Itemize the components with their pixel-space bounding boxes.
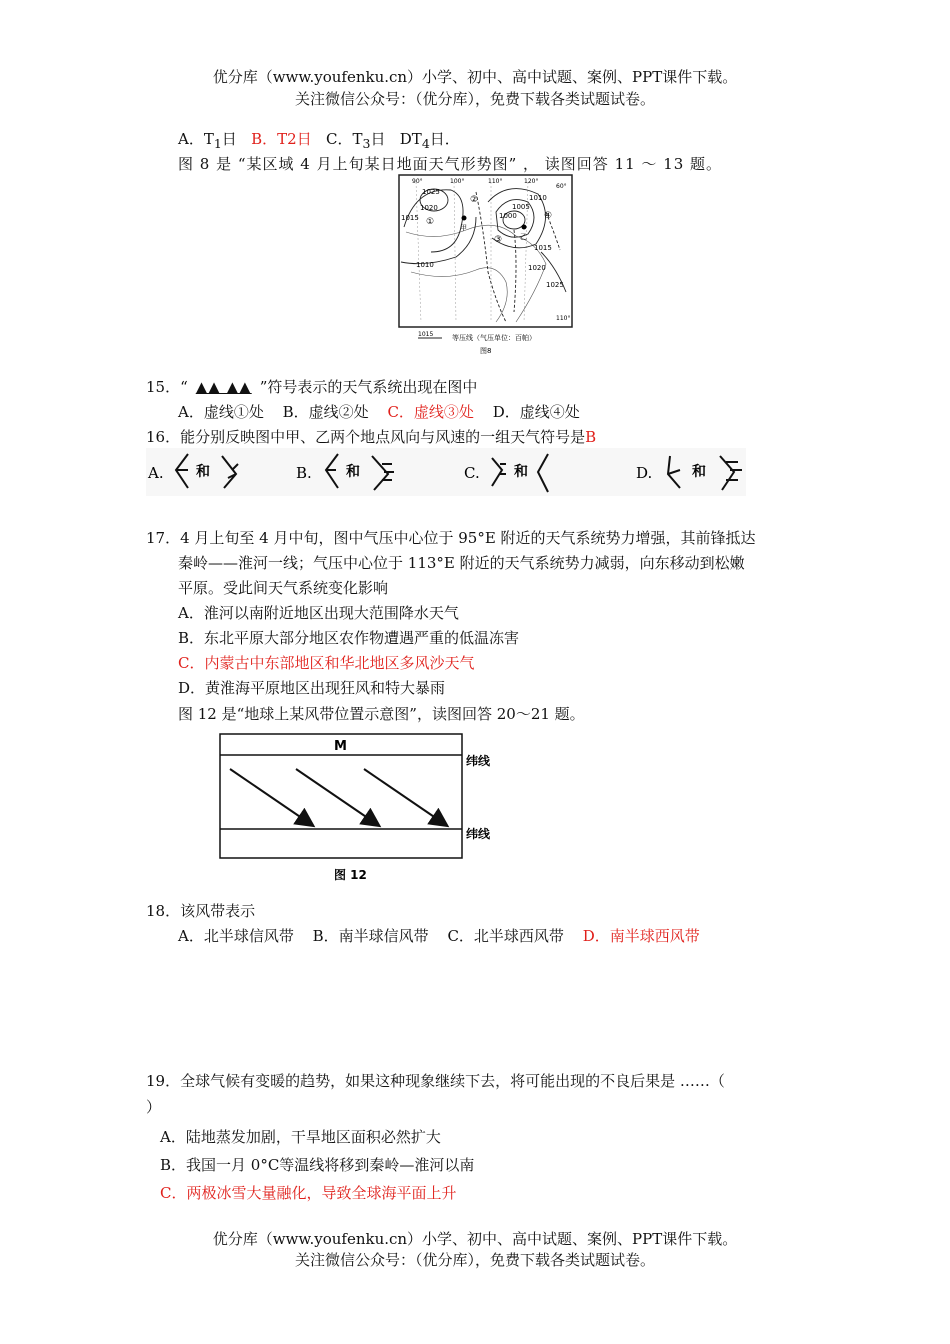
q15-option-b: B．虚线②处 bbox=[282, 403, 369, 421]
choice-c-join: 和 bbox=[514, 464, 528, 480]
fig8-intro: 图 8 是 “某区域 4 月上旬某日地面天气形势图” ， 读图回答 11 ～ 13 题。 bbox=[178, 155, 723, 173]
isobar-label: 1020 bbox=[420, 204, 438, 212]
lon-label: 90° bbox=[412, 178, 423, 185]
q17-stem-1: 17．4 月上旬至 4 月中旬，图中气压中心位于 95°E 附近的天气系统势力增强，其前锋抵达 bbox=[146, 529, 756, 547]
label-m: M bbox=[334, 739, 347, 754]
q19-stem: 19．全球气候有变暖的趋势，如果这种现象继续下去，将可能出现的不良后果是 ……（ bbox=[146, 1072, 725, 1090]
choice-d-join: 和 bbox=[692, 464, 706, 480]
fig12-intro: 图 12 是“地球上某风带位置示意图”，读图回答 20～21 题。 bbox=[178, 705, 585, 723]
q19-option-c: C．两极冰雪大量融化，导致全球海平面上升 bbox=[160, 1184, 457, 1202]
header-line-2: 关注微信公众号：（优分库），免费下载各类试题试卷。 bbox=[294, 90, 655, 108]
footer-line-1: 优分库（www.youfenku.cn）小学、初中、高中试题、案例、PPT课件下载。 bbox=[212, 1230, 738, 1248]
q16-stem: 16．能分别反映图中甲、乙两个地点风向与风速的一组天气符号是B bbox=[146, 428, 597, 446]
isobar-label: 1025 bbox=[546, 281, 564, 289]
header-line-1: 优分库（www.youfenku.cn）小学、初中、高中试题、案例、PPT课件下载。 bbox=[212, 68, 738, 86]
lon-label: 60° bbox=[556, 183, 567, 190]
q17-option-b: B．东北平原大部分地区农作物遭遇严重的低温冻害 bbox=[178, 629, 520, 647]
isobar-label: 1020 bbox=[528, 264, 546, 272]
q15-stem: 15．“ ▲▲ ▲▲ ”符号表示的天气系统出现在图中 bbox=[146, 378, 478, 396]
label-lat-bottom: 纬线 bbox=[466, 827, 491, 841]
q15-option-c: C．虚线③处 bbox=[387, 403, 474, 421]
q10-option-b: B．T2日 bbox=[251, 130, 312, 148]
fig12-wind-belt bbox=[216, 731, 500, 887]
isobar-label: 1010 bbox=[529, 194, 547, 202]
choice-c-label: C. bbox=[464, 464, 480, 482]
q15-option-a: A．虚线①处 bbox=[178, 403, 264, 421]
isobar-label: 1015 bbox=[401, 214, 419, 222]
choice-d-label: D. bbox=[636, 464, 653, 482]
choice-a-join: 和 bbox=[196, 464, 210, 480]
q10-option-d: $DT_4$日． bbox=[399, 130, 460, 151]
q19-option-a: A．陆地蒸发加剧，干旱地区面积必然扩大 bbox=[160, 1128, 441, 1146]
q18-options bbox=[178, 925, 714, 946]
isobar-label: 110° bbox=[556, 315, 571, 322]
fig12-caption: 图 12 bbox=[334, 868, 367, 882]
isobar-label: 1010 bbox=[416, 261, 434, 269]
marker-3: ③ bbox=[494, 235, 503, 245]
point-yi bbox=[522, 225, 527, 230]
q17-option-c: C．内蒙古中东部地区和华北地区多风沙天气 bbox=[178, 654, 475, 672]
lon-label: 120° bbox=[524, 178, 539, 185]
q10-option-a: A．$T_1$日 bbox=[178, 130, 237, 151]
place-jia: 甲 bbox=[460, 224, 467, 232]
isobar-label: 1015 bbox=[534, 244, 552, 252]
q18-option-a: A．北半球信风带 bbox=[178, 927, 294, 945]
legend-text: 等压线（气压单位：百帕） bbox=[452, 334, 536, 342]
q16-wind-symbols bbox=[146, 448, 746, 496]
cold-front-symbol: ▲▲ ▲▲ bbox=[195, 378, 252, 396]
marker-4: ④ bbox=[544, 211, 553, 221]
fig8-weather-map bbox=[396, 172, 576, 358]
footer-line-2: 关注微信公众号：（优分库），免费下载各类试题试卷。 bbox=[294, 1251, 655, 1269]
legend-value: 1015 bbox=[418, 331, 434, 338]
q18-option-d: D．南半球西风带 bbox=[582, 927, 700, 945]
choice-b-join: 和 bbox=[346, 464, 360, 480]
q18-option-b: B．南半球信风带 bbox=[312, 927, 429, 945]
q19-option-b: B．我国一月 0°C等温线将移到秦岭—淮河以南 bbox=[160, 1156, 475, 1174]
q18-option-c: C．北半球西风带 bbox=[447, 927, 564, 945]
q16-answer: B bbox=[585, 428, 597, 446]
q17-option-a: A．淮河以南附近地区出现大范围降水天气 bbox=[178, 604, 459, 622]
q17-option-d: D．黄淮海平原地区出现狂风和特大暴雨 bbox=[178, 679, 446, 697]
place-yi: 乙 bbox=[520, 233, 527, 241]
q17-stem-2: 秦岭——淮河一线；气压中心位于 113°E 附近的天气系统势力减弱，向东移动到松嫩 bbox=[178, 554, 745, 572]
q10-option-c: C．$T_3$日 bbox=[326, 130, 386, 151]
q15-options bbox=[178, 401, 594, 422]
isobar-label: 1005 bbox=[512, 203, 530, 211]
marker-1: ① bbox=[426, 217, 435, 227]
q10-options bbox=[178, 128, 460, 151]
q19-stem-cont: ） bbox=[146, 1098, 162, 1116]
point-jia bbox=[462, 216, 467, 221]
q18-stem: 18．该风带表示 bbox=[146, 902, 256, 920]
choice-a-label: A. bbox=[148, 464, 164, 482]
lon-label: 110° bbox=[488, 178, 503, 185]
q17-stem-3: 平原。受此间天气系统变化影响 bbox=[178, 579, 389, 597]
marker-2: ② bbox=[470, 195, 479, 205]
isobar-label: 1000 bbox=[499, 212, 517, 220]
label-lat-top: 纬线 bbox=[466, 754, 491, 768]
fig8-caption: 图8 bbox=[480, 347, 492, 355]
choice-b-label: B. bbox=[296, 464, 312, 482]
isobar-label: 1025 bbox=[422, 188, 440, 196]
lon-label: 100° bbox=[450, 178, 465, 185]
q15-option-d: D．虚线④处 bbox=[492, 403, 580, 421]
